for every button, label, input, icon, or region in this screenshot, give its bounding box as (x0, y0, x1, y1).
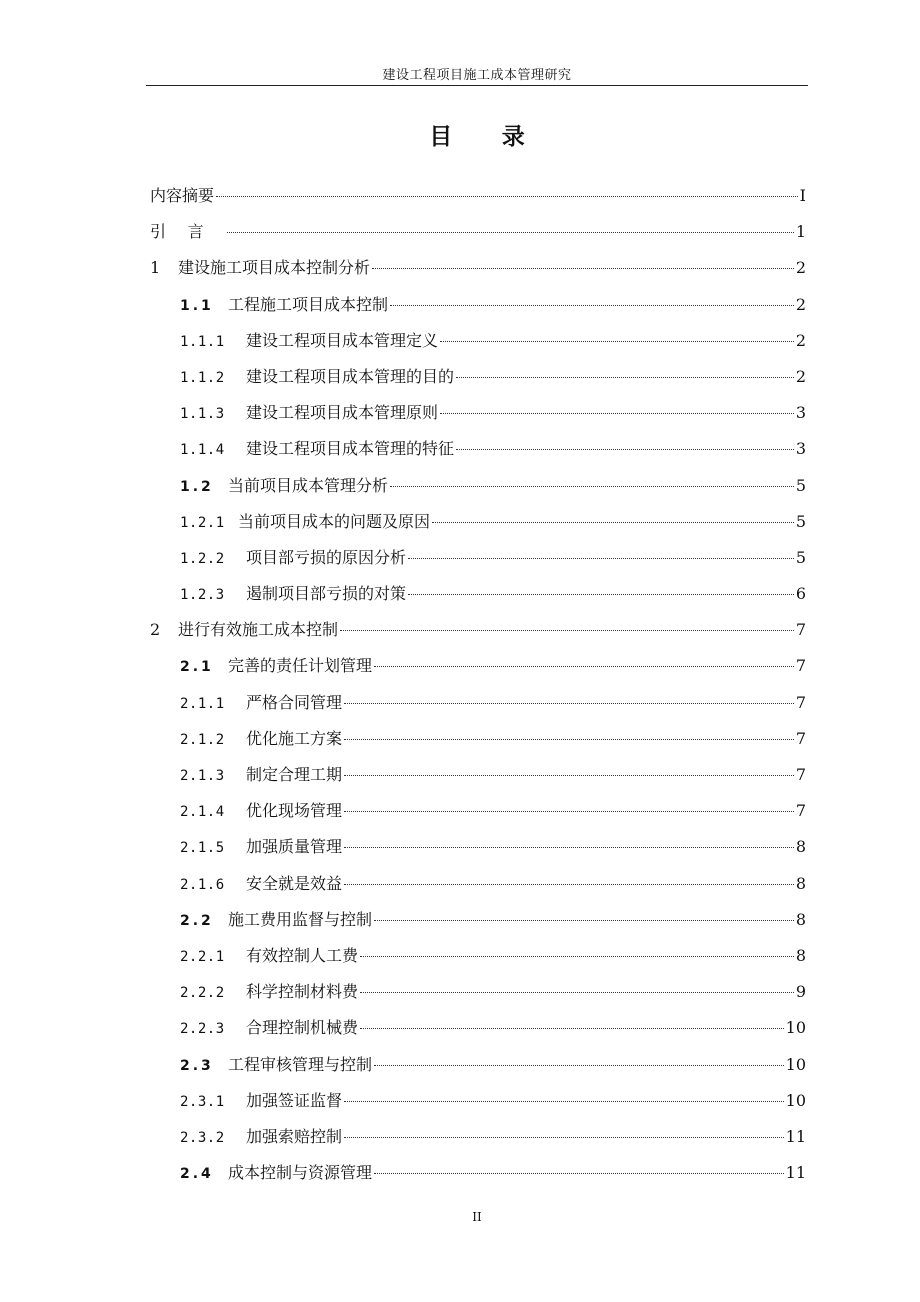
toc-entry-label: 建设工程项目成本管理的目的 (246, 366, 455, 386)
toc-dot-leader (344, 1137, 784, 1138)
toc-entry-label: 加强索赔控制 (246, 1126, 343, 1146)
toc-dot-leader (344, 884, 794, 885)
toc-entry[interactable] (150, 399, 806, 435)
toc-entry-label: 当前项目成本管理分析 (228, 475, 389, 495)
toc-entry-number: 1.2.2 (180, 550, 225, 567)
toc-entry-label: 工程审核管理与控制 (228, 1054, 373, 1074)
page-title: 目 录 (429, 124, 546, 150)
toc-entry[interactable] (150, 291, 806, 327)
toc-dot-leader (456, 377, 794, 378)
toc-entry-page: 8 (795, 909, 806, 929)
toc-entry-page: 11 (785, 1163, 806, 1183)
toc-dot-leader (374, 666, 794, 667)
toc-entry[interactable] (150, 580, 806, 616)
toc-entry[interactable] (150, 327, 806, 363)
toc-entry-label: 建设施工项目成本控制分析 (178, 258, 371, 278)
toc-dot-leader (408, 594, 794, 595)
toc-entry-number: 2.3.2 (180, 1129, 225, 1146)
toc-dot-leader (456, 449, 794, 450)
toc-entry-page: 3 (795, 403, 806, 423)
toc-dot-leader (344, 1101, 784, 1102)
toc-entry-label: 工程施工项目成本控制 (228, 294, 389, 314)
toc-entry-page: 5 (795, 547, 806, 567)
toc-entry-label: 遏制项目部亏损的对策 (246, 584, 407, 604)
toc-entry-label: 制定合理工期 (246, 765, 343, 784)
toc-entry[interactable] (150, 616, 806, 652)
toc-entry[interactable] (150, 254, 806, 290)
toc-entry-page: 8 (795, 945, 806, 965)
toc-dot-leader (390, 486, 794, 487)
toc-entry[interactable] (150, 472, 806, 508)
toc-entry-page: 5 (795, 475, 806, 495)
toc-entry-page: 8 (795, 873, 806, 893)
toc-entry-label: 内容摘要 (150, 186, 215, 205)
toc-dot-leader (360, 1028, 784, 1029)
toc-entry-page: 10 (785, 1018, 806, 1038)
toc-entry[interactable] (150, 797, 806, 833)
toc-entry[interactable] (150, 870, 806, 906)
toc-dot-leader (432, 522, 794, 523)
toc-entry-number: 1.1.1 (180, 333, 225, 350)
toc-entry-number: 2.3 (180, 1057, 214, 1074)
toc-entry-number: 2.1 (180, 659, 214, 676)
toc-entry-number: 1.2 (180, 478, 214, 495)
toc-dot-leader (344, 811, 794, 812)
toc-entry-page: 5 (795, 511, 806, 531)
toc-entry[interactable] (150, 508, 806, 544)
toc-entry-number: 1.1.3 (180, 406, 225, 423)
toc-entry[interactable] (150, 363, 806, 399)
toc-entry-label: 建设工程项目成本管理的特征 (246, 439, 455, 459)
toc-entry-page: 10 (785, 1054, 806, 1074)
toc-entry-number: 2.1.2 (180, 731, 225, 748)
toc-entry-label: 安全就是效益 (246, 873, 343, 893)
toc-entry-label: 优化施工方案 (246, 728, 343, 748)
toc-entry-page: 10 (785, 1090, 806, 1110)
toc-entry-page: 8 (795, 837, 806, 857)
toc-entry-label: 建设工程项目成本管理定义 (246, 330, 439, 350)
toc-entry[interactable] (150, 761, 806, 797)
toc-dot-leader (374, 1065, 784, 1066)
toc-entry-page: 7 (795, 620, 806, 640)
toc-entry-number: 2.2.2 (180, 985, 225, 1002)
toc-entry-label: 完善的责任计划管理 (228, 656, 373, 676)
toc-entry[interactable] (150, 725, 806, 761)
toc-entry-label: 科学控制材料费 (246, 982, 359, 1002)
toc-entry-page: 6 (795, 584, 806, 604)
toc-entry-number: 2.1.1 (180, 695, 225, 712)
toc-entry-page: 9 (795, 982, 806, 1002)
toc-entry-number: 2.1.6 (180, 876, 225, 893)
toc-dot-leader (344, 775, 794, 776)
toc-entry-label: 建设工程项目成本管理原则 (246, 403, 439, 423)
toc-entry-number: 1 (150, 258, 161, 278)
toc-entry-number: 2.2.3 (180, 1021, 225, 1038)
toc-entry-number: 1.1 (180, 297, 214, 314)
toc-dot-leader (374, 920, 794, 921)
toc-entry[interactable] (150, 906, 806, 942)
toc-entry-number: 2.3.1 (180, 1093, 225, 1110)
toc-entry-page: 7 (795, 765, 806, 784)
toc-entry[interactable] (150, 182, 806, 218)
toc-entry-page: 2 (795, 366, 806, 386)
toc-entry-number: 2 (150, 620, 161, 640)
toc-entry-label: 有效控制人工费 (246, 945, 359, 965)
toc-entry-page: 3 (795, 439, 806, 459)
toc-dot-leader (390, 305, 794, 306)
toc-entry[interactable] (150, 689, 806, 725)
toc-dot-leader (440, 341, 794, 342)
toc-entry-page: I (799, 186, 806, 205)
toc-entry-label: 优化现场管理 (246, 801, 343, 821)
toc-entry[interactable] (150, 1014, 806, 1050)
toc-dot-leader (374, 1173, 784, 1174)
toc-entry-page: 2 (795, 258, 806, 278)
toc-entry-number: 2.1.4 (180, 804, 225, 821)
toc-dot-leader (340, 630, 794, 631)
page-number: II (472, 1210, 482, 1224)
toc-entry-number: 1.1.2 (180, 369, 225, 386)
toc-entry[interactable] (150, 1051, 806, 1087)
toc-entry-number: 2.1.3 (180, 768, 225, 784)
toc-entry-label: 严格合同管理 (246, 692, 343, 712)
toc-entry[interactable] (150, 544, 806, 580)
toc-entry-number: 2.2 (180, 912, 214, 929)
toc-entry[interactable] (150, 1123, 806, 1159)
toc-entry[interactable] (150, 1159, 806, 1195)
toc-entry-label: 加强质量管理 (246, 837, 343, 857)
toc-entry-number: 1.2.3 (180, 587, 225, 604)
toc-dot-leader (360, 992, 794, 993)
toc-entry[interactable] (150, 652, 806, 688)
header-rule (146, 85, 808, 86)
toc-entry[interactable] (150, 435, 806, 471)
toc-entry-label: 成本控制与资源管理 (228, 1163, 373, 1183)
toc-dot-leader (344, 847, 794, 848)
toc-dot-leader (344, 739, 794, 740)
toc-entry-number: 1.2.1 (180, 514, 225, 531)
toc-dot-leader (408, 558, 794, 559)
toc-entry-number: 1.1.4 (180, 442, 225, 459)
running-header: 建设工程项目施工成本管理研究 (382, 68, 572, 83)
toc-entry[interactable] (150, 218, 806, 254)
toc-entry-page: 7 (795, 801, 806, 821)
toc-entry-label: 进行有效施工成本控制 (178, 620, 339, 640)
toc-dot-leader (227, 232, 794, 233)
toc-dot-leader (216, 196, 798, 197)
toc-entry-page: 11 (785, 1126, 806, 1146)
toc-dot-leader (372, 268, 794, 269)
toc-entry-page: 7 (795, 656, 806, 676)
toc-entry[interactable] (150, 1087, 806, 1123)
toc-entry-number: 2.1.5 (180, 840, 225, 857)
table-of-contents (150, 182, 806, 1195)
toc-entry[interactable] (150, 833, 806, 869)
toc-entry-label: 当前项目成本的问题及原因 (238, 511, 431, 531)
toc-dot-leader (360, 956, 794, 957)
toc-entry[interactable] (150, 978, 806, 1014)
toc-entry-label: 引言 (150, 222, 226, 242)
toc-entry-number: 2.2.1 (180, 948, 225, 965)
toc-entry-number: 2.4 (180, 1166, 214, 1183)
toc-entry-label: 项目部亏损的原因分析 (246, 547, 407, 567)
toc-entry-label: 加强签证监督 (246, 1090, 343, 1110)
toc-entry[interactable] (150, 942, 806, 978)
toc-entry-page: 1 (795, 222, 806, 242)
toc-entry-page: 7 (795, 692, 806, 712)
toc-entry-page: 7 (795, 728, 806, 748)
toc-dot-leader (344, 703, 794, 704)
toc-entry-label: 合理控制机械费 (246, 1018, 359, 1038)
toc-entry-page: 2 (795, 330, 806, 350)
toc-entry-label: 施工费用监督与控制 (228, 909, 373, 929)
toc-entry-page: 2 (795, 294, 806, 314)
toc-dot-leader (440, 413, 794, 414)
